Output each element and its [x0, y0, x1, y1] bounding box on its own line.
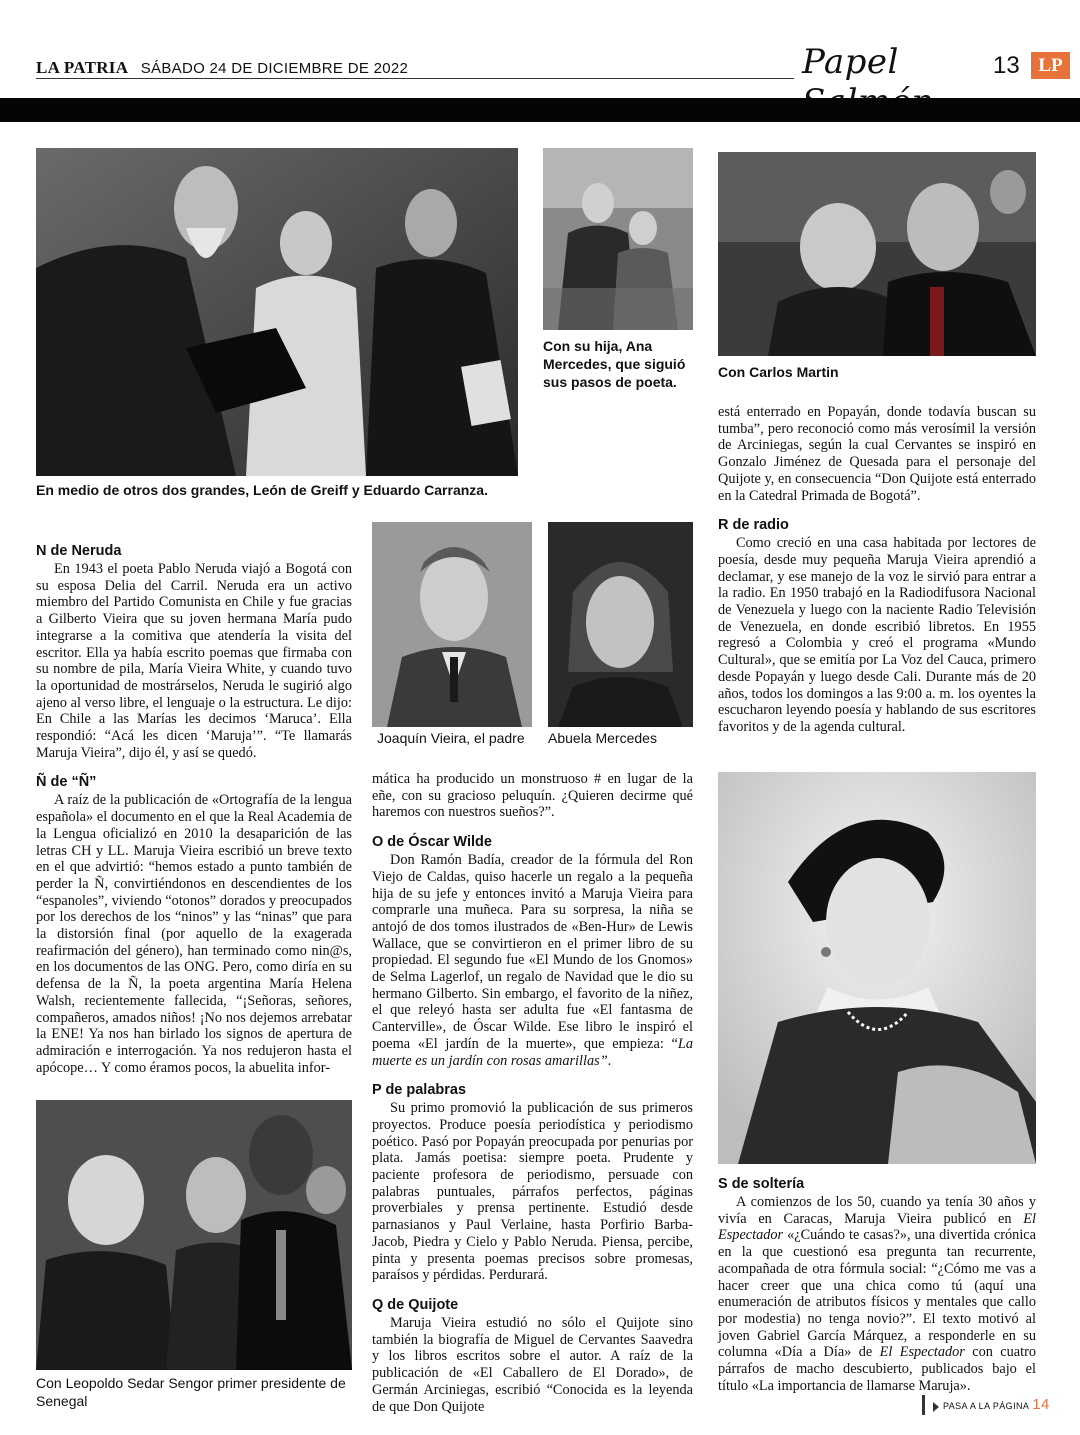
text-enie-part1: A raíz de la publicación de «Ortografía de la lengua española» el documento en el que la Real Academia de la Lengua oficializó en 2010 la desaparición de las letras CH y LL. Maruja Vieira escribió un breve texto en el que advirtió: “hemos estado a punto también de perder la Ñ, convirtiéndonos en descendientes de los “espanoles”, viviendo “otonos” dorados y preocupados por los derechos de los “ninos” y las “ninas” que para la distorsión final (por aquello de la exagerada reafirmación del género), han terminado como nin@s, en los documentos de las ONG. Pero, como diría en su defensa de la Ñ, la poeta argentina María Helena Walsh, recientemente fallecida, “¡Señoras, señores, compañeros, amados niños! ¡No nos dejemos arrebatar la ENE! Ya nos han birlado los signos de apertura de admiración e interrogación. Ya nos redujeron hasta el apócope… Y como éramos pocos, la abuelita infor-: [36, 792, 352, 1076]
heading-o-wilde: O de Óscar Wilde: [372, 834, 492, 851]
section-title: Papel: [802, 42, 899, 82]
text-o-wilde-body: Don Ramón Badía, creador de la fórmula del Ron Viejo de Caldas, quiso hacerle un regalo a la pequeña hija de su jefe y entonces invitó a Maruja Vieira para comprarle una muñeca. Para su sorpresa, la niña se antojó de dos tomos ilustrados de «Ben-Hur» de Lewis Wallace, que se convirtieron en el primer libro de su propiedad. El segundo fue «El Mundo de los Gnomos» de Selma Lagerlof, un regalo de Navidad que le dio su hermano Gilberto. Sin embargo, el favorito de la niñez, el que releyó hasta ser adulta fue «El fantasma de Canterville», de Óscar Wilde. Ese libro le inspiró el poema «El jardín de la muerte», que empieza: “: [372, 852, 693, 1052]
heading-q-quijote: Q de Quijote: [372, 1296, 459, 1313]
heading-s-solteria: S de soltería: [718, 1176, 805, 1192]
column-2: [372, 771, 693, 1415]
masthead-left: [36, 58, 408, 78]
caption-photo-6: Con Leopoldo Sedar Sengor primer presidente de Senegal: [36, 1375, 346, 1409]
text-s-solteria: [718, 1194, 1036, 1394]
caption-photo-3: Con Carlos Martin: [718, 364, 839, 380]
continue-on-page: [922, 1395, 1050, 1415]
text-o-wilde-end: .: [607, 1052, 612, 1069]
column-3-bottom: [718, 1175, 1036, 1394]
text-q-quijote-part2: está enterrado en Popayán, donde todavía buscan su tumba”, pero reconoció como más verosímil la versión de Arciniegas, según la cual Cervantes se inspiró en Gonzalo Jiménez de Quesada para el personaje del Quijote y, en consecuencia “Don Quijote está enterrado en la Catedral Primada de Bogotá”.: [718, 404, 1036, 504]
caption-photo-1: En medio de otros dos grandes, León de Greiff y Eduardo Carranza.: [36, 482, 488, 498]
text-s-part2: «¿Cuándo te casas?», una divertida crónica en la que cuestionó esa pregunta tan recurrente, acompañada de otra fórmula social: “¿Cómo me vas a hacer creer que una chica como tú (aquí una enumeración de atributos físicos y mentales que callo por modestia) no tenga novio?”. El texto motivó al joven Gabriel García Márquez, a responderle en su columna «Día a Día» de: [718, 1227, 1036, 1361]
text-q-quijote-part1: Maruja Vieira estudió no sólo el Quijote sino también la biografía de Miguel de Cervantes Saavedra y los libros escritos sobre el autor. A raíz de la publicación de «El Caballero de El Dorado», de Germán Arciniegas, escribió “Conocida es la leyenda de que Don Quijote: [372, 1314, 693, 1415]
photo-maruja-portrait: [718, 772, 1036, 1164]
text-n-neruda: En 1943 el poeta Pablo Neruda viajó a Bogotá con su esposa Delia del Carril. Neruda era un activo miembro del Partido Comunista en Chile y fue gracias a Gilberto Vieira que su joven hermana María pudo integrarse a la comitiva que atendería la visita del escritor. Ella ya había escrito poemas que firmaba con su nombre de pila, María Vieira White, y cuando tuvo la oportunidad de mostrárselos, Neruda le sugirió algo ajeno al verso libre, el lenguaje o la estructura. Le dijo: En Chile a las Marías les decimos ‘Maruca’. Ella respondió: “Acá les dicen ‘Maruja’”. “Te llamarás Maruja Vieira”, dijo él, y así se quedó.: [36, 561, 352, 761]
text-enie-part2: mática ha producido un monstruoso # en lugar de la eñe, con su gracioso peluquín. ¿Quieren decirme qué haremos con nuestros sueños?”.: [372, 771, 693, 821]
continue-label: PASA A LA PÁGINA: [943, 1401, 1030, 1411]
section-badge: LP: [1028, 52, 1070, 79]
heading-r-radio: R de radio: [718, 517, 789, 534]
heading-p-palabras: P de palabras: [372, 1082, 467, 1099]
masthead: [36, 42, 1063, 82]
caption-photo-2: Con su hija, Ana Mercedes, que siguió sus pasos de poeta.: [543, 338, 686, 390]
photo-greiff-carranza: [36, 148, 518, 476]
text-p-palabras: Su primo promovió la publicación de sus primeros proyectos. Produce poesía periodística y periodismo poético. Pasó por Popayán preocupada por penurias por plata. Jamás poetisa: siempre poeta. Prudente y paciente profesora de periodismo, persuade con palabras puntuales, párrafos perfectos, páginas proverbiales y prensa pertinente. Estudió desde parnasianos y Paul Verlaine, hasta Porfirio Barba-Jacob, Piedra y Cielo y Pablo Neruda. Piensa, percibe, pinta y presenta poemas precisos sobre promesas, paraísos y pérdidas. Perdurará.: [372, 1100, 693, 1284]
column-1: [36, 542, 352, 1076]
header-black-bar: [0, 98, 1080, 122]
publication-el-espectador: El Espectador: [718, 1210, 1036, 1244]
heading-enie: Ñ de “Ñ”: [36, 774, 97, 791]
issue-date: SÁBADO 24 DE DICIEMBRE DE 2022: [140, 60, 409, 77]
newspaper-brand: LA PATRIA: [36, 58, 129, 77]
continue-page-number: 14: [1032, 1396, 1050, 1413]
text-r-radio: Como creció en una casa habitada por lectores de poesía, desde muy pequeña Maruja Vieira aprendió a declamar, y ese manejo de la voz le sirvió para entrar a la radio. En 1950 trabajó en la Radiodifusora Nacional de Venezuela y luego con la naciente Radio Televisión de Venezuela, en donde escribió libretos. En 1955 regresó a Colombia y creó el programa «Mundo Cultural», que se emitía por La Voz del Cauca, primero desde Popayán y luego desde Cali. Durante más de 20 años, todos los domingos a las 9:00 a. m. los oyentes la escucharon leyendo poesía y hablando de sus escritores favoritos y de la agenda cultural.: [718, 535, 1036, 735]
heading-n-neruda: N de Neruda: [36, 543, 122, 559]
photo-sengor: [36, 1100, 352, 1370]
caption-photo-5: Abuela Mercedes: [548, 730, 657, 746]
photo-ana-mercedes: [543, 148, 693, 330]
arrow-right-icon: [933, 1402, 939, 1412]
text-s-part1: A comienzos de los 50, cuando ya tenía 30 años y vivía en Caracas, Maruja Vieira publicó en: [718, 1194, 1036, 1227]
publication-el-espectador-2: El Espectador: [879, 1344, 965, 1361]
column-3-top: [718, 404, 1036, 736]
quote-jardin-muerte: La muerte es un jardín con rosas amarillas”: [372, 1035, 693, 1069]
text-o-wilde: [372, 852, 693, 1069]
masthead-rule: [36, 78, 794, 79]
photo-abuela-mercedes: [548, 522, 693, 727]
text-s-part3: con cuatro párrafos de macho descubierto, publicados bajo el título «La importancia de llamarse Maruja».: [718, 1344, 1036, 1394]
page-number: 13: [993, 52, 1020, 79]
caption-photo-4: Joaquín Vieira, el padre: [377, 730, 525, 746]
photo-carlos-martin: [718, 152, 1036, 356]
photo-joaquin-vieira: [372, 522, 532, 727]
